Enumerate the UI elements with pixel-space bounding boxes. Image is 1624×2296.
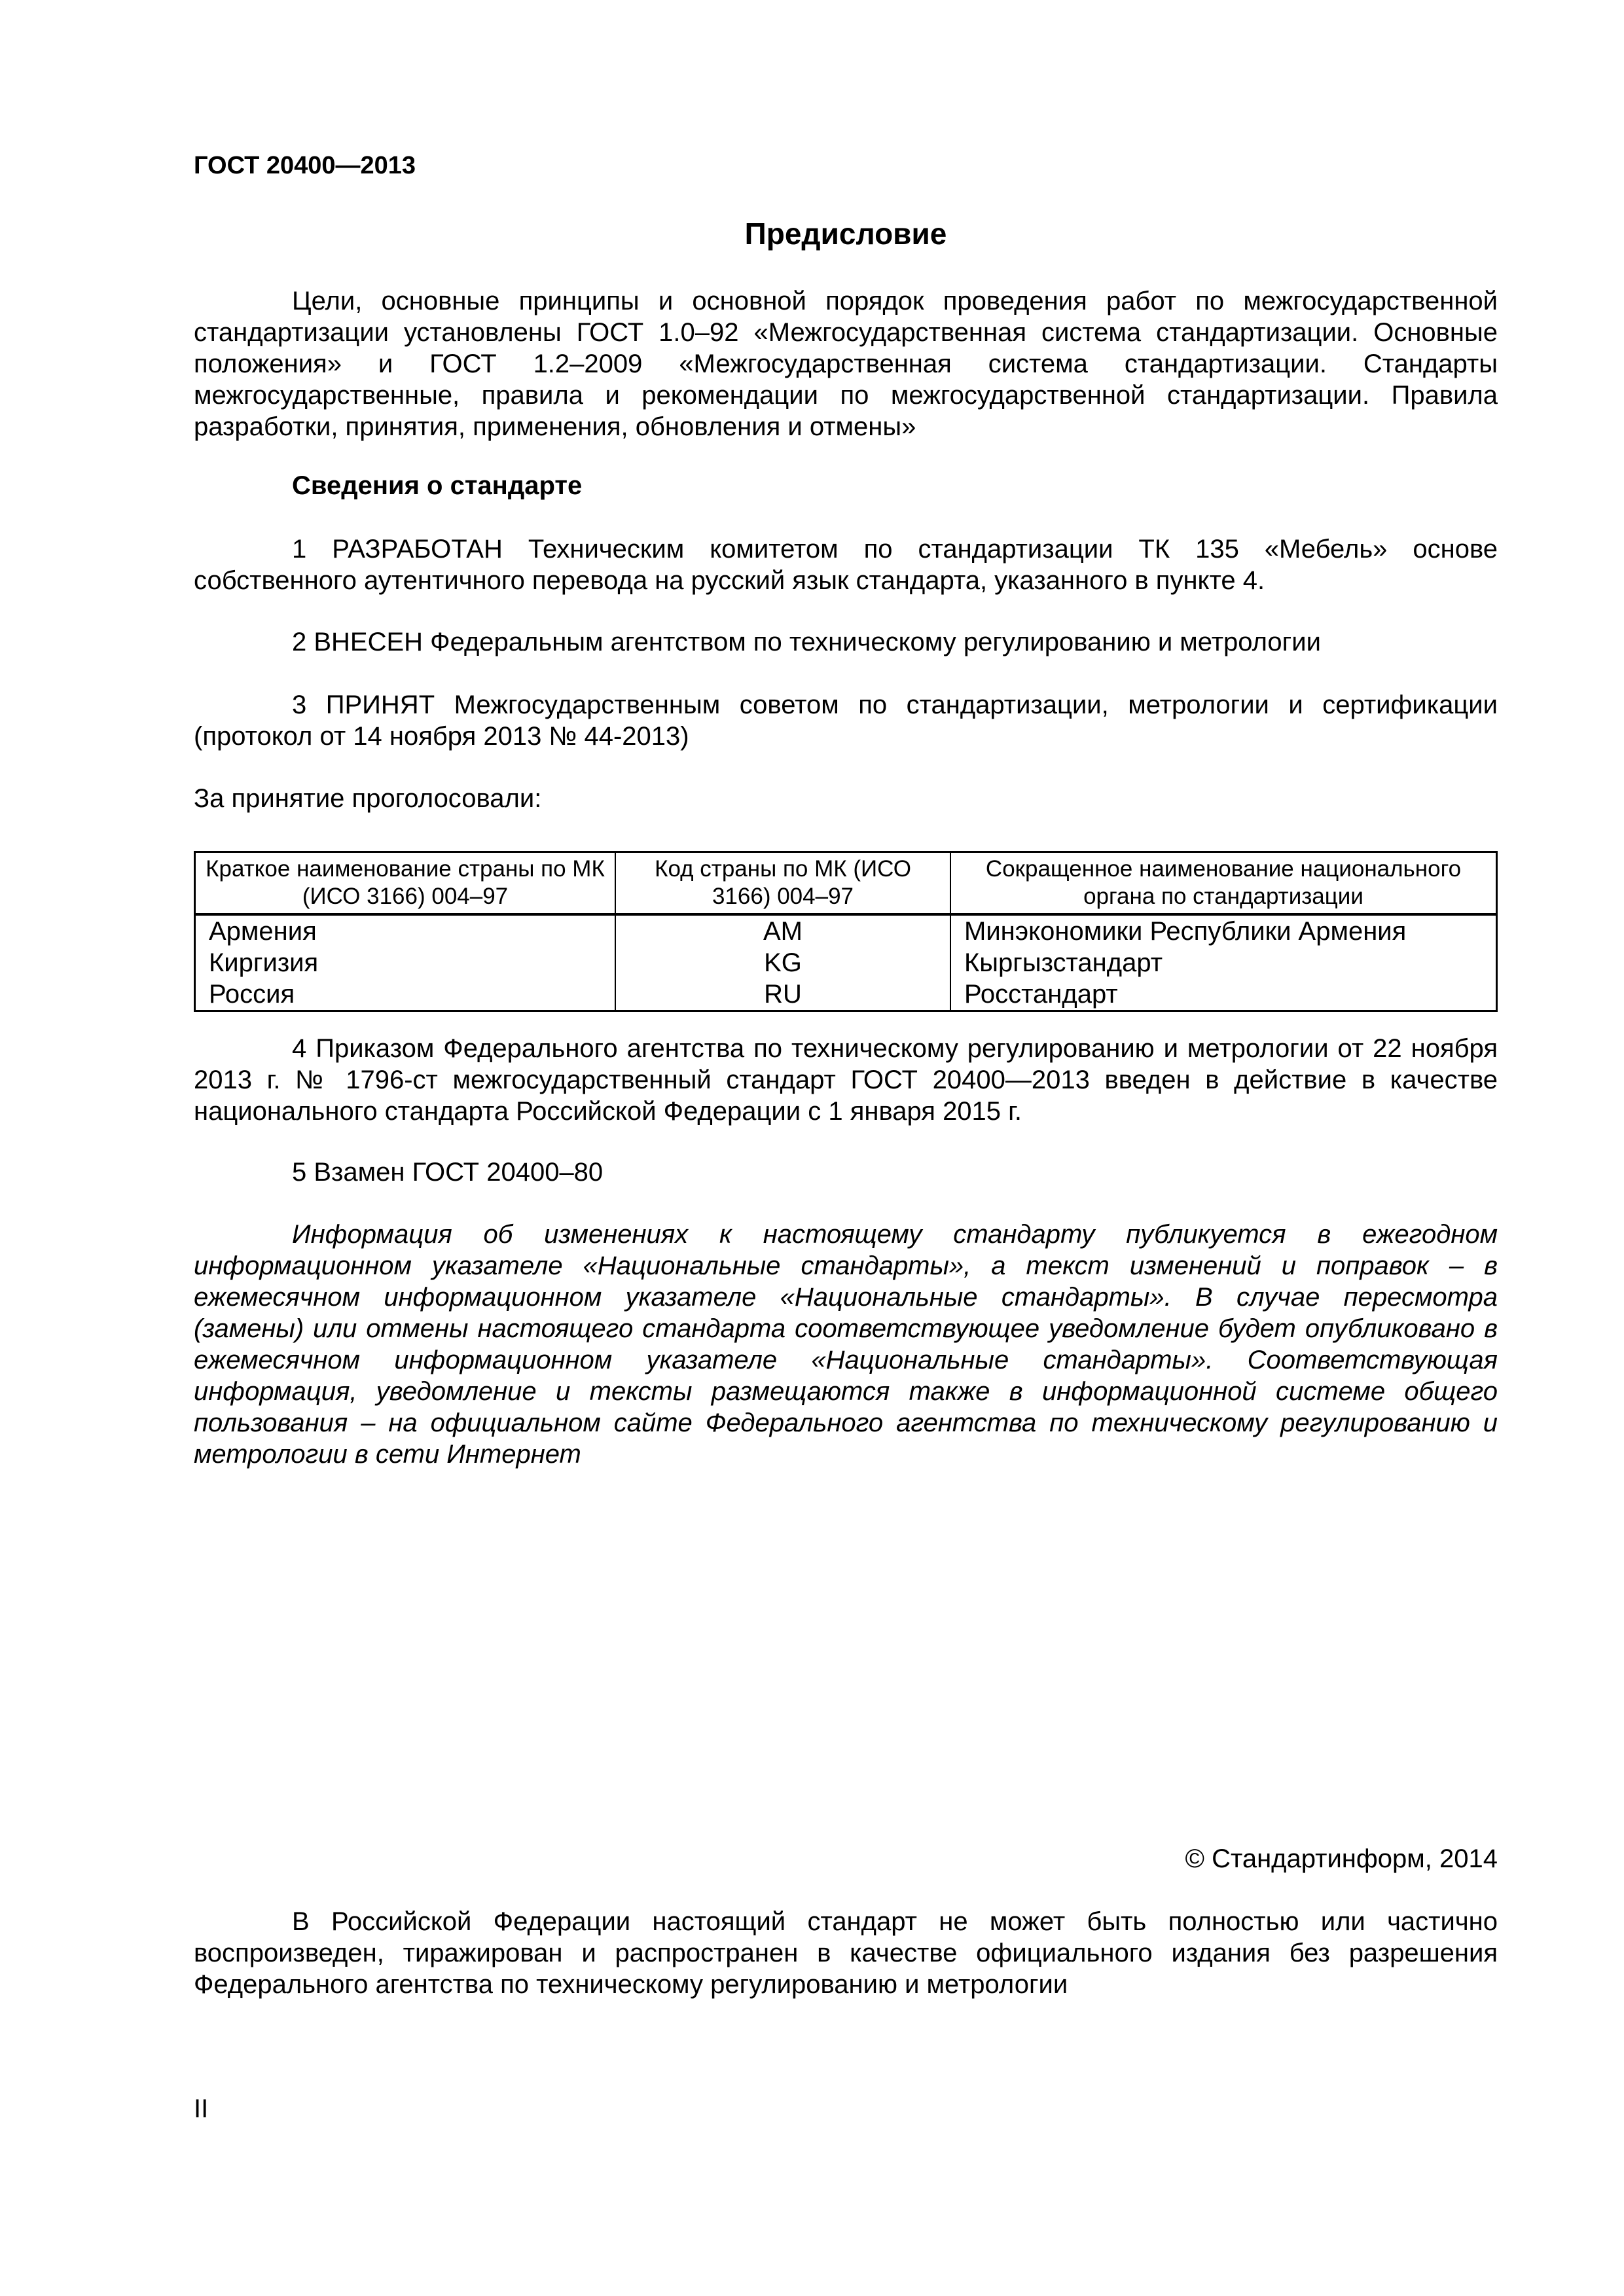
table-header-code: Код страны по МК (ИСО 3166) 004–97 — [615, 852, 950, 915]
table-cell-country: Армения — [195, 914, 616, 947]
table-cell-body: Кыргызстандарт — [950, 947, 1497, 978]
item-1-paragraph: 1 РАЗРАБОТАН Техническим комитетом по стандартизации ТК 135 «Мебель» основе собственного аутентичного перевода на русский язык стандарта, указанного в пункте 4. — [194, 535, 1498, 595]
table-cell-code: AM — [615, 914, 950, 947]
intro-paragraph: Цели, основные принципы и основной порядок проведения работ по межгосударственной стандартизации установлены ГОСТ 1.0–92 «Межгосударственная система стандартизации. Основные положения» и ГОСТ 1.2–2009 «Межгосударственная система стандартизации. Стандарты межгосударственные, правила и рекомендации по межгосударственной стандартизации. Правила разработки, принятия, применения, обновления и отмены» — [194, 287, 1498, 441]
item-5-paragraph: 5 Взамен ГОСТ 20400–80 — [292, 1158, 604, 1187]
changes-info-paragraph: Информация об изменениях к настоящему стандарту публикуется в ежегодном информационном указателе «Национальные стандарты», а текст изменений и поправок – в ежемесячном информационном указателе «Национальные стандарты». В случае пересмотра (замены) или отмены настоящего стандарта соответствующее уведомление будет опубликовано в ежемесячном информационном указателе «Национальные стандарты». Соответствующая информация, уведомление и тексты размещаются также в информационной системе общего пользования – на официальном сайте Федерального агентства по техническому регулированию и метрологии в сети Интернет — [194, 1220, 1498, 1469]
table-row — [195, 914, 1497, 947]
voting-table — [194, 851, 1498, 1012]
section-title: Предисловие — [744, 217, 947, 251]
item-3-paragraph: 3 ПРИНЯТ Межгосударственным советом по стандартизации, метрологии и сертификации (протокол от 14 ноября 2013 № 44-2013) — [194, 691, 1498, 751]
table-cell-country: Киргизия — [195, 947, 616, 978]
table-row — [195, 978, 1497, 1011]
table-header-country: Краткое наименование страны по МК (ИСО 3166) 004–97 — [195, 852, 616, 915]
table-cell-code: KG — [615, 947, 950, 978]
copyright-notice: © Стандартинформ, 2014 — [1185, 1844, 1498, 1873]
info-heading: Сведения о стандарте — [292, 471, 583, 500]
item-2-paragraph: 2 ВНЕСЕН Федеральным агентством по техническому регулированию и метрологии — [292, 628, 1321, 656]
document-header: ГОСТ 20400—2013 — [194, 152, 416, 179]
table-cell-body: Минэкономики Республики Армения — [950, 914, 1497, 947]
item-4-paragraph: 4 Приказом Федерального агентства по техническому регулированию и метрологии от 22 ноября 2013 г. № 1796-ст межгосударственный стандарт ГОСТ 20400—2013 введен в действие в качестве национального стандарта Российской Федерации с 1 января 2015 г. — [194, 1034, 1498, 1126]
table-header-row — [195, 852, 1497, 915]
table-row — [195, 947, 1497, 978]
table-cell-body: Росстандарт — [950, 978, 1497, 1011]
vote-label: За принятие проголосовали: — [194, 784, 542, 813]
rights-paragraph: В Российской Федерации настоящий стандарт не может быть полностью или частично воспроизведен, тиражирован и распространен в качестве официального издания без разрешения Федерального агентства по техническому регулированию и метрологии — [194, 1907, 1498, 1999]
table-cell-code: RU — [615, 978, 950, 1011]
table-header-body: Сокращенное наименование национального органа по стандартизации — [950, 852, 1497, 915]
page-number: II — [194, 2094, 209, 2123]
table-cell-country: Россия — [195, 978, 616, 1011]
